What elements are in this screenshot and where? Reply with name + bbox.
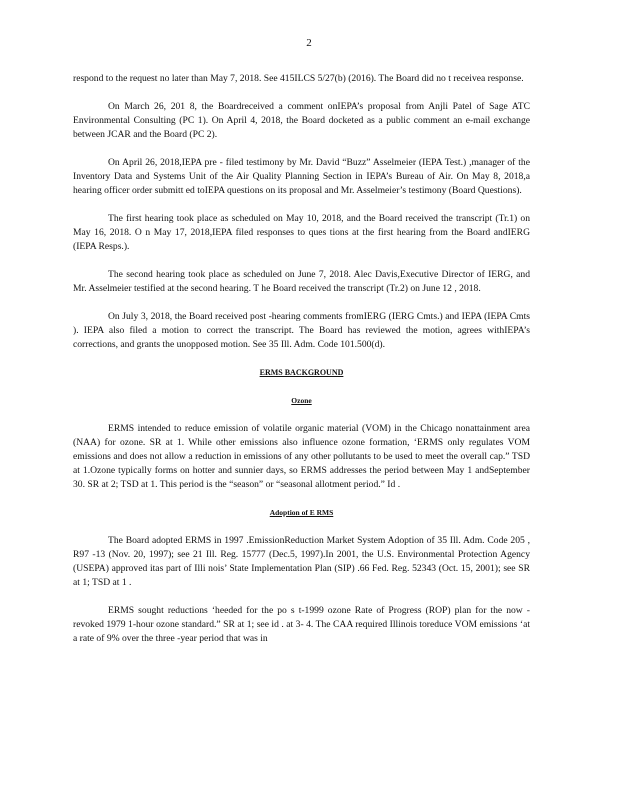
subsection-heading: [73, 394, 530, 408]
subsection-heading-text: Ozone: [291, 396, 312, 405]
paragraph: On April 26, 2018,IEPA pre - filed testimony by Mr. David “Buzz” Asselmeier (IEPA Test.) ,manager of the Inventory Data and Systems Unit of the Air Quality Planning Section in IEPA’s Bureau of Air. On May 8, 2018,a hearing officer order submitt ed toIEPA questions on its proposal and Mr. Asselmeier’s testimony (Board Questions).: [73, 157, 530, 196]
section-heading-text: ERMS BACKGROUND: [259, 368, 344, 377]
subsection-heading: [73, 506, 530, 520]
document-body: [73, 72, 530, 660]
paragraph: ERMS sought reductions ‘heeded for the po s t-1999 ozone Rate of Progress (ROP) plan for the now -revoked 1979 1-hour ozone standard.” SR at 1; see id . at 3- 4. The CAA required Illinois toreduce VOM emissions ‘at a rate of 9% over the three -year period that was in: [73, 605, 530, 644]
paragraph: On March 26, 201 8, the Boardreceived a comment onIEPA’s proposal from Anjli Patel of Sage ATC Environmental Consulting (PC 1). On April 4, 2018, the Board docketed as a public comment an e-mail exchange between JCAR and the Board (PC 2).: [73, 101, 530, 140]
paragraph: On July 3, 2018, the Board received post -hearing comments fromIERG (IERG Cmts.) and IEPA (IEPA Cmts ). IEPA also filed a motion to correct the transcript. The Board has reviewed the motion, agrees withIEPA’s corrections, and grants the unopposed motion. See 35 Ill. Adm. Code 101.500(d).: [73, 311, 530, 350]
page-number: 2: [306, 37, 312, 49]
paragraph: respond to the request no later than May 7, 2018. See 415ILCS 5/27(b) (2016). The Board did no t receivea response.: [73, 73, 524, 84]
paragraph: The first hearing took place as scheduled on May 10, 2018, and the Board received the transcript (Tr.1) on May 16, 2018. O n May 17, 2018,IEPA filed responses to ques tions at the first hearing from the Board andIERG (IEPA Resps.).: [73, 213, 530, 252]
paragraph: The second hearing took place as scheduled on June 7, 2018. Alec Davis,Executive Director of IERG, and Mr. Asselmeier testified at the second hearing. T he Board received the transcript (Tr.2) on June 12 , 2018.: [73, 269, 530, 294]
section-heading: [73, 366, 530, 380]
paragraph: ERMS intended to reduce emission of volatile organic material (VOM) in the Chicago nonattainment area (NAA) for ozone. SR at 1. While other emissions also influence ozone formation, ‘ERMS only regulates VOM emissions and does not allow a reduction in emissions of any other pollutants to be used to meet the overall cap.” TSD at 1.Ozone typically forms on hotter and sunnier days, so ERMS addresses the period between May 1 andSeptember 30. SR at 2; TSD at 1. This period is the “season” or “seasonal allotment period.” Id .: [73, 423, 530, 490]
paragraph: The Board adopted ERMS in 1997 .EmissionReduction Market System Adoption of 35 Ill. Adm. Code 205 , R97 -13 (Nov. 20, 1997); see 21 Ill. Reg. 15777 (Dec.5, 1997).In 2001, the U.S. Environmental Protection Agency (USEPA) approved itas part of Illi nois’ State Implementation Plan (SIP) .66 Fed. Reg. 52343 (Oct. 15, 2001); see SR at 1; TSD at 1 .: [73, 535, 530, 588]
subsection-heading-text: Adoption of E RMS: [269, 508, 334, 517]
